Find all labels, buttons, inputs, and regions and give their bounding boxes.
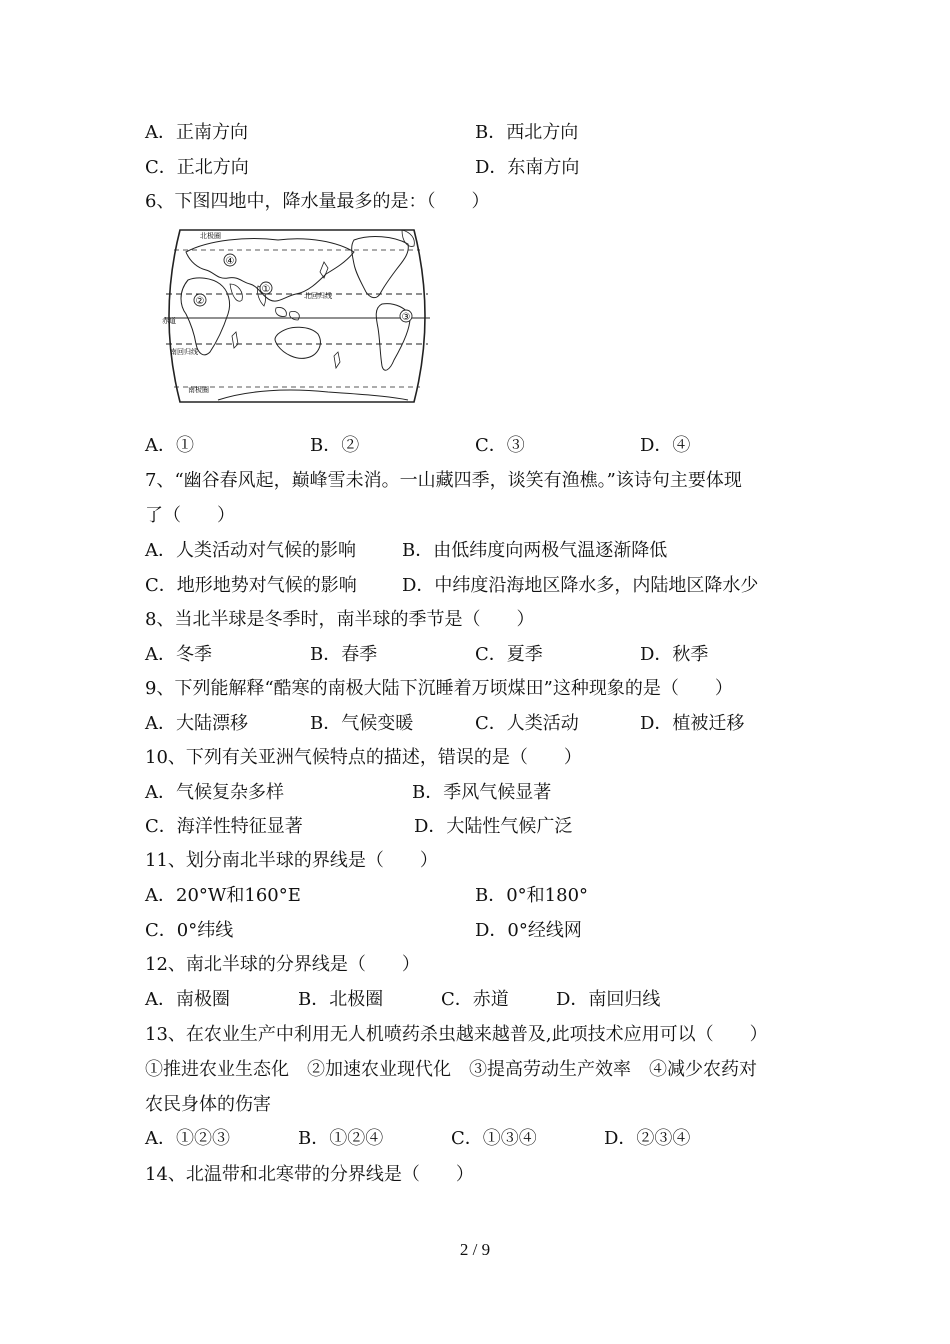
q6-option-d: D．④ [640, 435, 691, 456]
q7-stem-line2: 了（ ） [145, 505, 235, 526]
q7-option-d: D．中纬度沿海地区降水多，内陆地区降水少 [402, 575, 759, 596]
q9-option-c: C．人类活动 [475, 713, 579, 734]
q13-option-b: B．①②④ [298, 1128, 384, 1149]
q13-statements-line1: ①推进农业生态化 ②加速农业现代化 ③提高劳动生产效率 ④减少农药对 [145, 1059, 757, 1080]
q6-option-b: B．② [310, 435, 360, 456]
q10-stem: 10、下列有关亚洲气候特点的描述，错误的是（ ） [145, 747, 582, 768]
q5-option-d: D．东南方向 [475, 157, 580, 178]
q7-option-b: B．由低纬度向两极气温逐渐降低 [402, 540, 668, 561]
map-marker-4: ④ [225, 256, 235, 267]
q12-option-d: D．南回归线 [556, 989, 661, 1010]
q11-option-d: D．0°经线网 [475, 920, 582, 941]
q12-option-c: C．赤道 [441, 989, 509, 1010]
q13-stem: 13、在农业生产中利用无人机喷药杀虫越来越普及,此项技术应用可以（ ） [145, 1024, 768, 1045]
tropic-south-label: 南回归线 [170, 348, 198, 356]
q14-stem: 14、北温带和北寒带的分界线是（ ） [145, 1164, 474, 1185]
q8-stem: 8、当北半球是冬季时，南半球的季节是（ ） [145, 609, 535, 630]
q11-option-b: B．0°和180° [475, 885, 589, 906]
map-marker-3: ③ [401, 312, 411, 323]
q8-option-b: B．春季 [310, 644, 378, 665]
q13-option-a: A．①②③ [145, 1128, 230, 1149]
q9-option-a: A．大陆漂移 [145, 713, 248, 734]
world-map-svg [158, 222, 436, 410]
q8-option-d: D．秋季 [640, 644, 709, 665]
q11-option-c: C．0°纬线 [145, 920, 234, 941]
q7-option-c: C．地形地势对气候的影响 [145, 575, 357, 596]
q13-statements-line2: 农民身体的伤害 [145, 1094, 271, 1115]
q10-option-c: C．海洋性特征显著 [145, 816, 303, 837]
antarctic-label: 南极圈 [188, 386, 209, 394]
q10-option-d: D．大陆性气候广泛 [414, 816, 573, 837]
q13-option-d: D．②③④ [604, 1128, 691, 1149]
q8-option-c: C．夏季 [475, 644, 543, 665]
map-marker-2: ② [195, 296, 205, 307]
q6-stem: 6、下图四地中，降水量最多的是：（ ） [145, 191, 490, 212]
q10-option-a: A．气候复杂多样 [145, 782, 284, 803]
q5-option-a: A．正南方向 [145, 122, 248, 143]
q11-stem: 11、划分南北半球的界线是（ ） [145, 850, 438, 871]
q13-option-c: C．①③④ [451, 1128, 537, 1149]
q12-stem: 12、南北半球的分界线是（ ） [145, 954, 420, 975]
q12-option-b: B．北极圈 [298, 989, 384, 1010]
q5-option-b: B．西北方向 [475, 122, 579, 143]
q7-option-a: A．人类活动对气候的影响 [145, 540, 356, 561]
q7-stem-line1: 7、“幽谷春风起，巅峰雪未消。一山藏四季，谈笑有渔樵。”该诗句主要体现 [145, 470, 742, 491]
tropic-north-label: 北回归线 [304, 292, 332, 300]
q5-option-c: C．正北方向 [145, 157, 249, 178]
page-number: 2 / 9 [459, 1240, 491, 1259]
arctic-label: 北极圈 [200, 232, 221, 240]
q9-option-b: B．气候变暖 [310, 713, 414, 734]
map-marker-1: ① [261, 284, 271, 295]
q9-stem: 9、下列能解释“酷寒的南极大陆下沉睡着万顷煤田”这种现象的是（ ） [145, 678, 733, 699]
q10-option-b: B．季风气候显著 [412, 782, 552, 803]
q11-option-a: A．20°W和160°E [145, 885, 301, 906]
equator-label: 赤道 [162, 317, 176, 325]
q8-option-a: A．冬季 [145, 644, 212, 665]
world-map-figure [158, 222, 436, 410]
q6-option-a: A．① [145, 435, 194, 456]
q6-option-c: C．③ [475, 435, 525, 456]
q9-option-d: D．植被迁移 [640, 713, 745, 734]
q12-option-a: A．南极圈 [145, 989, 230, 1010]
